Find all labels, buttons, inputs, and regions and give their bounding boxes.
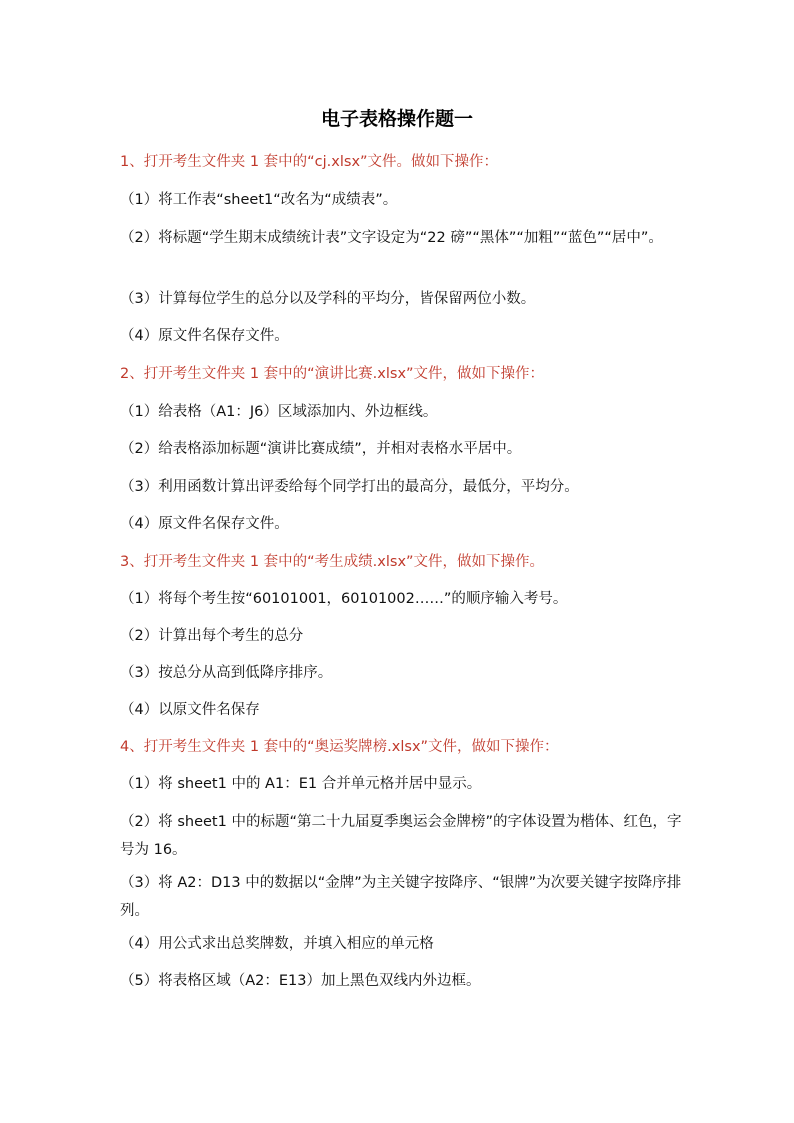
question-2-step-4: （4）原文件名保存文件。 [120, 516, 289, 532]
question-2-step-3: （3）利用函数计算出评委给每个同学打出的最高分，最低分，平均分。 [120, 479, 579, 495]
question-4-step-1: （1）将 sheet1 中的 A1：E1 合并单元格并居中显示。 [120, 776, 482, 792]
question-2-step-2: （2）给表格添加标题“演讲比赛成绩”，并相对表格水平居中。 [120, 441, 522, 457]
question-1-heading: 1、打开考生文件夹 1 套中的“cj.xlsx”文件。做如下操作： [120, 154, 499, 170]
question-3-step-2: （2）计算出每个考生的总分 [120, 628, 304, 644]
question-2-step-1: （1）给表格（A1：J6）区域添加内、外边框线。 [120, 404, 438, 420]
question-2-heading: 2、打开考生文件夹 1 套中的“演讲比赛.xlsx”文件，做如下操作： [120, 366, 545, 382]
question-1-step-4: （4）原文件名保存文件。 [120, 328, 289, 344]
question-1-step-1: （1）将工作表“sheet1“改名为“成绩表”。 [120, 192, 398, 208]
question-3-heading: 3、打开考生文件夹 1 套中的“考生成绩.xlsx”文件，做如下操作。 [120, 554, 545, 570]
question-1-step-2: （2）将标题“学生期末成绩统计表”文字设定为“22 磅”“黑体”“加粗”“蓝色”“居中”。 [120, 230, 663, 246]
question-1-step-3: （3）计算每位学生的总分以及学科的平均分，皆保留两位小数。 [120, 291, 536, 307]
question-4-step-2: （2）将 sheet1 中的标题“第二十九届夏季奥运会金牌榜”的字体设置为楷体、红色，字号为 16。 [120, 814, 682, 858]
question-3-step-3: （3）按总分从高到低降序排序。 [120, 665, 333, 681]
question-3-step-1: （1）将每个考生按“60101001，60101002……”的顺序输入考号。 [120, 591, 568, 607]
question-4-step-3: （3）将 A2：D13 中的数据以“金牌”为主关键字按降序、“银牌”为次要关键字按降序排列。 [120, 875, 682, 919]
page-title: 电子表格操作题一 [320, 108, 473, 130]
question-4-step-4: （4）用公式求出总奖牌数，并填入相应的单元格 [120, 936, 434, 952]
question-4-heading: 4、打开考生文件夹 1 套中的“奥运奖牌榜.xlsx”文件，做如下操作： [120, 739, 559, 755]
question-3-step-4: （4）以原文件名保存 [120, 702, 260, 718]
question-4-step-5: （5）将表格区域（A2：E13）加上黑色双线内外边框。 [120, 973, 481, 989]
